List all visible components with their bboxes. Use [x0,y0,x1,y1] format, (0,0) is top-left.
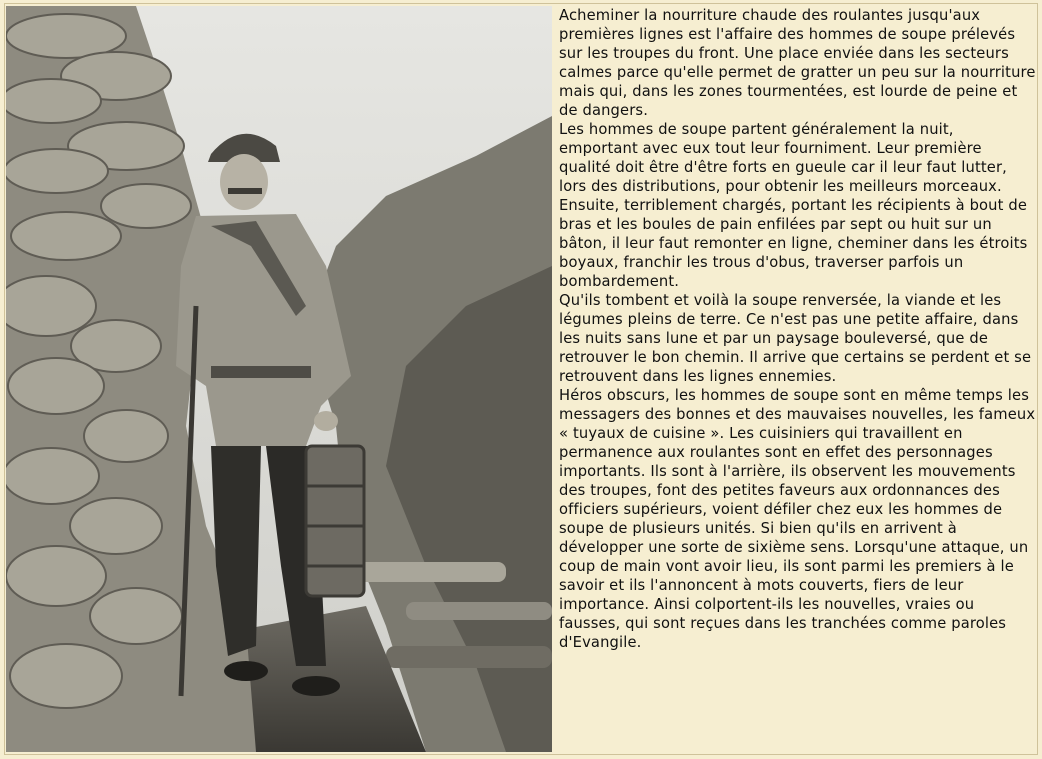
paragraph-4: Héros obscurs, les hommes de soupe sont en même temps les messagers des bonnes et des mauvaises nouvelles, les fameux « tuyaux de cuisine ». Les cuisiniers qui travaillent en permanence aux roulantes sont en effet des personnages importants. Ils sont à l'arrière, ils observent les mouvements des troupes, font des petites faveurs aux ordonnances des officiers supérieurs, voient défiler chez eux les hommes de soupe de plusieurs unités. Si bien qu'ils en arrivent à développer une sorte de sixième sens. Lorsqu'une attaque, un coup de main vont avoir lieu, ils sont parmi les premiers à le savoir et ils l'annoncent à mots couverts, fiers de leur importance. Ainsi colportent-ils les nouvelles, vraies ou fausses, qui sont reçues dans les tranchées comme paroles d'Evangile. [559,387,1036,651]
soldier-trench-image [6,6,552,752]
paragraph-1: Acheminer la nourriture chaude des roulantes jusqu'aux premières lignes est l'affaire des hommes de soupe prélevés sur les troupes du front. Une place enviée dans les secteurs calmes parce qu'elle permet de gratter un peu sur la nourriture mais qui, dans les zones tourmentées, est lourde de peine et de dangers. [559,7,1036,119]
paragraph-3: Qu'ils tombent et voilà la soupe renversée, la viande et les légumes pleins de terre. Ce n'est pas une petite affaire, dans les nuits sans lune et par un paysage bouleversé, que de retrouver le bon chemin. Il arrive que certains se perdent et se retrouvent dans les lignes ennemies. [559,292,1032,385]
paragraph-2: Les hommes de soupe partent généralement la nuit, emportant avec eux tout leur fourniment. Leur première qualité doit être d'être forts en gueule car il leur faut lutter, lors des distributions, pour obtenir les meilleurs morceaux. Ensuite, terriblement chargés, portant les récipients à bout de bras et les boules de pain enfilées par sept ou huit sur un bâton, il leur faut remonter en ligne, cheminer dans les étroits boyaux, franchir les trous d'obus, traverser parfois un bombardement. [559,121,1028,290]
trench-photo [6,6,552,752]
article-text [559,6,1037,652]
